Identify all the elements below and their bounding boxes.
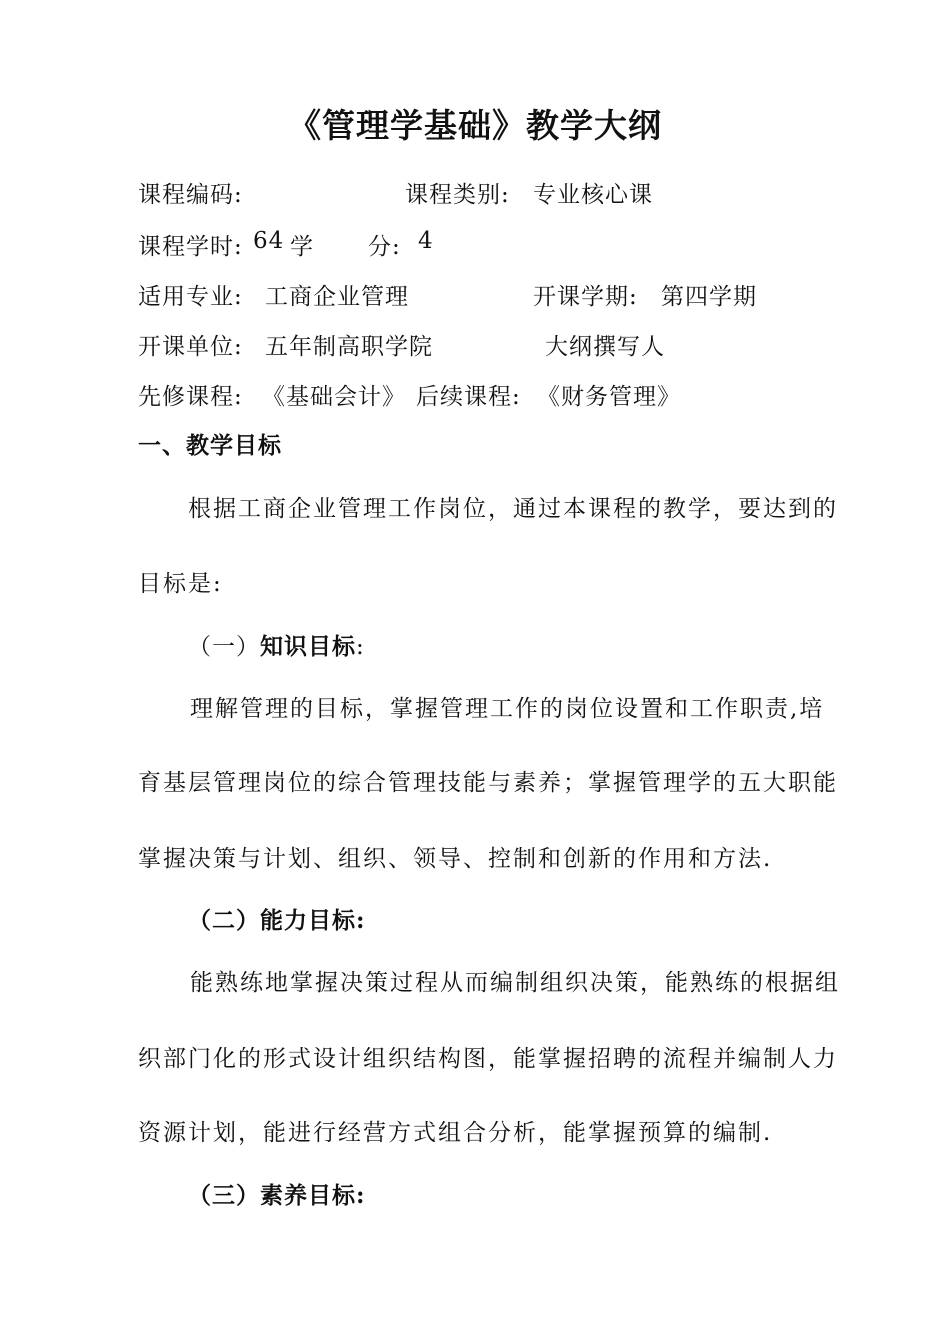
credits-label-part2: 分: — [368, 234, 401, 260]
followup-label: 后续课程: — [416, 384, 521, 410]
unit-label: 开课单位: — [138, 334, 243, 360]
knowledge-goals-colon: : — [356, 634, 365, 660]
knowledge-line-2: 育基层管理岗位的综合管理技能与素养；掌握管理学的五大职能 — [138, 770, 838, 796]
hours-label: 课程学时: — [138, 234, 243, 260]
knowledge-goals-heading — [188, 628, 365, 661]
knowledge-line-1: 理解管理的目标，掌握管理工作的岗位设置和工作职责,培 — [190, 696, 825, 722]
course-type-label: 课程类别: — [405, 182, 510, 208]
ability-goals-heading: （二）能力目标: — [188, 907, 366, 934]
semester-value: 第四学期 — [661, 284, 757, 310]
knowledge-goals-title: 知识目标 — [260, 633, 356, 660]
prereq-label: 先修课程: — [138, 384, 243, 410]
intro-line-2: 目标是: — [138, 571, 223, 597]
semester-label: 开课学期: — [533, 284, 638, 310]
hours-value: 64 — [253, 228, 285, 254]
section-heading-teaching-goals: 一、教学目标 — [138, 432, 282, 459]
unit-value: 五年制高职学院 — [265, 334, 433, 360]
prereq-value: 《基础会计》 — [262, 384, 406, 410]
course-code-label: 课程编码: — [138, 182, 243, 208]
ability-line-3: 资源计划，能进行经营方式组合分析，能掌握预算的编制. — [138, 1120, 773, 1146]
author-label: 大纲撰写人 — [545, 334, 665, 360]
major-value: 工商企业管理 — [265, 284, 409, 310]
intro-line-1: 根据工商企业管理工作岗位，通过本课程的教学，要达到的 — [188, 496, 838, 522]
knowledge-goals-prefix: （一） — [188, 634, 260, 660]
credits-value: 4 — [418, 228, 434, 254]
quality-goals-heading: （三）素养目标: — [188, 1182, 366, 1209]
knowledge-line-3: 掌握决策与计划、组织、领导、控制和创新的作用和方法. — [138, 846, 773, 872]
followup-value: 《财务管理》 — [537, 384, 681, 410]
credits-label-part1: 学 — [290, 234, 314, 260]
course-type-value: 专业核心课 — [533, 182, 653, 208]
major-label: 适用专业: — [138, 284, 243, 310]
ability-line-2: 织部门化的形式设计组织结构图，能掌握招聘的流程并编制人力 — [138, 1046, 838, 1072]
ability-line-1: 能熟练地掌握决策过程从而编制组织决策，能熟练的根据组 — [190, 970, 840, 996]
document-title: 《管理学基础》教学大纲 — [288, 106, 662, 145]
